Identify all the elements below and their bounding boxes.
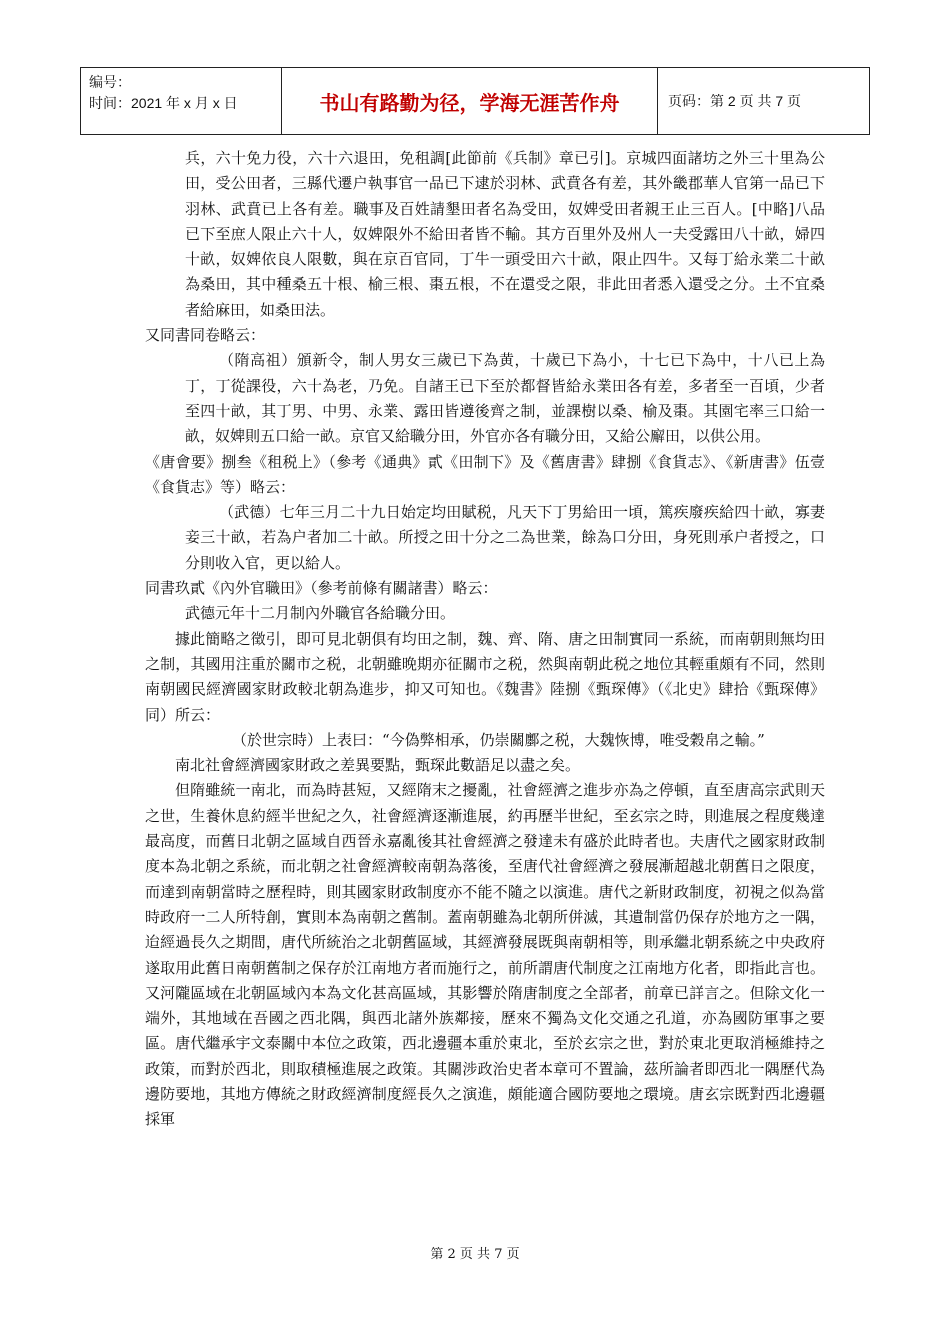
- body-paragraph: 據此簡略之徵引，即可見北朝俱有均田之制，魏、齊、隋、唐之田制實同一系統，而南朝則無均田之制，其國用注重於關市之税，北朝雖晚期亦征關市之税，然與南朝此税之地位其輕重頗有不同，然則南朝國民經濟國家財政較北朝為進步，抑又可知也。《魏書》陸捌《甄琛傳》（《北史》肆拾《甄琛傳》同）所云：: [145, 629, 825, 724]
- source-paragraph: 同書玖貳《內外官職田》（參考前條有關諸書）略云：: [145, 579, 498, 598]
- source-paragraph: 《唐會要》捌叁《租税上》（參考《通典》貳《田制下》及《舊唐書》肆捌《食貨志》、《新唐書》伍壹《食貨志》等）略云：: [145, 452, 825, 496]
- header-meta-cell: [81, 68, 282, 134]
- header-motto: 书山有路勤为径，学海无涯苦作舟: [282, 68, 658, 134]
- body-paragraph: 南北社會經濟國家財政之差異要點，甄琛此數語足以盡之矣。: [175, 756, 581, 775]
- quote-paragraph: （武德）七年三月二十九日始定均田賦税，凡天下丁男給田一頃，篤疾廢疾給四十畝，寡妻妾三十畝，若為户者加二十畝。所授之田十分之二為世業，餘為口分田，身死則承户者授之，口分則收入官，更以給人。: [185, 503, 825, 572]
- body-paragraph: 但隋雖統一南北，而為時甚短，又經隋末之擾亂，社會經濟之進步亦為之停頓，直至唐高宗武則天之世，生養休息約經半世紀之久，社會經濟逐漸進展，約再歷半世紀，至玄宗之時，則進展之程度幾達最高度，而舊日北朝之區域自西晉永嘉亂後其社會經濟之發達未有盛於此時者也。夫唐代之國家財政制度本為北朝之系統，而北朝之社會經濟較南朝為落後，至唐代社會經濟之發展漸超越北朝舊日之限度，而達到南朝當時之歷程時，則其國家財政制度亦不能不隨之以演進。唐代之新財政制度，初視之似為當時政府一二人所特創，實則本為南朝之舊制。蓋南朝雖為北朝所併滅，其遺制當仍保存於地方之一隅，迨經過長久之期間，唐代所統治之北朝舊區域，其經濟發展既與南朝相等，則承繼北朝系統之中央政府遂取用此舊日南朝舊制之保存於江南地方者而施行之，前所謂唐代制度之江南地方化者，即指此言也。又河隴區域在北朝區域內本為文化甚高區域，其影響於隋唐制度之全部者，前章已詳言之。但除文化一端外，其地域在吾國之西北隅，與西北諸外族鄰接，歷來不獨為文化交通之孔道，亦為國防軍事之要區。唐代繼承宇文泰關中本位之政策，西北邊疆本重於東北，至於玄宗之世，對於東北更取消極維持之政策，而對於西北，則取積極進展之政策。其關涉政治史者本章可不置論，茲所論者即西北一隅歷代為邊防要地，其地方傳統之財政經濟制度經長久之演進，頗能適合國防要地之環境。唐玄宗既對西北邊疆採軍: [145, 781, 825, 1129]
- number-label: 编号：: [89, 74, 131, 90]
- quote-paragraph: 兵，六十免力役，六十六退田，免租調[此節前《兵制》章已引]。京城四面諸坊之外三十里為公田，受公田者，三縣代遷户執事官一品已下逮於羽林、武賁各有差，其外畿郡華人官第一品已下羽林、武賁已上各有差。職事及百姓請墾田者名為受田，奴婢受田者親王止三百人。[中略]八品已下至庶人限止六十人，奴婢限外不給田者皆不輸。其方百里外及州人一夫受露田八十畝，婦四十畝，奴婢依良人限數，與在京百官同，丁牛一頭受田六十畝，限止四牛。又每丁給永業二十畝為桑田，其中種桑五十根、榆三根、棗五根，不在還受之限，非此田者悉入還受之分。土不宜桑者給麻田，如桑田法。: [185, 149, 825, 319]
- time-label: 时间：2021 年 x 月 x 日: [89, 95, 238, 111]
- source-paragraph: 又同書同卷略云：: [145, 326, 266, 345]
- header-page-label: 页码：第 2 页 共 7 页: [668, 93, 802, 109]
- document-body: [145, 146, 825, 1133]
- quote-paragraph: （於世宗時）上表曰：“今偽弊相承，仍崇關鄽之税，大魏恢博，唯受穀帛之輸。”: [232, 730, 765, 749]
- quote-paragraph: 武德元年十二月制內外職官各給職分田。: [185, 604, 456, 623]
- quote-paragraph: （隋高祖）頒新令，制人男女三歲已下為黄，十歲已下為小，十七已下為中，十八已上為丁，丁從課役，六十為老，乃免。自諸王已下至於都督皆給永業田各有差，多者至一百頃，少者至四十畝，其丁男、中男、永業、露田皆遵後齊之制，並課樹以桑、榆及棗。其園宅率三口給一畝，奴婢則五口給一畝。京官又給職分田，外官亦各有職分田，又給公廨田，以供公用。: [185, 351, 825, 446]
- header-table: [80, 67, 870, 135]
- page-footer: 第 2 页 共 7 页: [430, 1247, 520, 1262]
